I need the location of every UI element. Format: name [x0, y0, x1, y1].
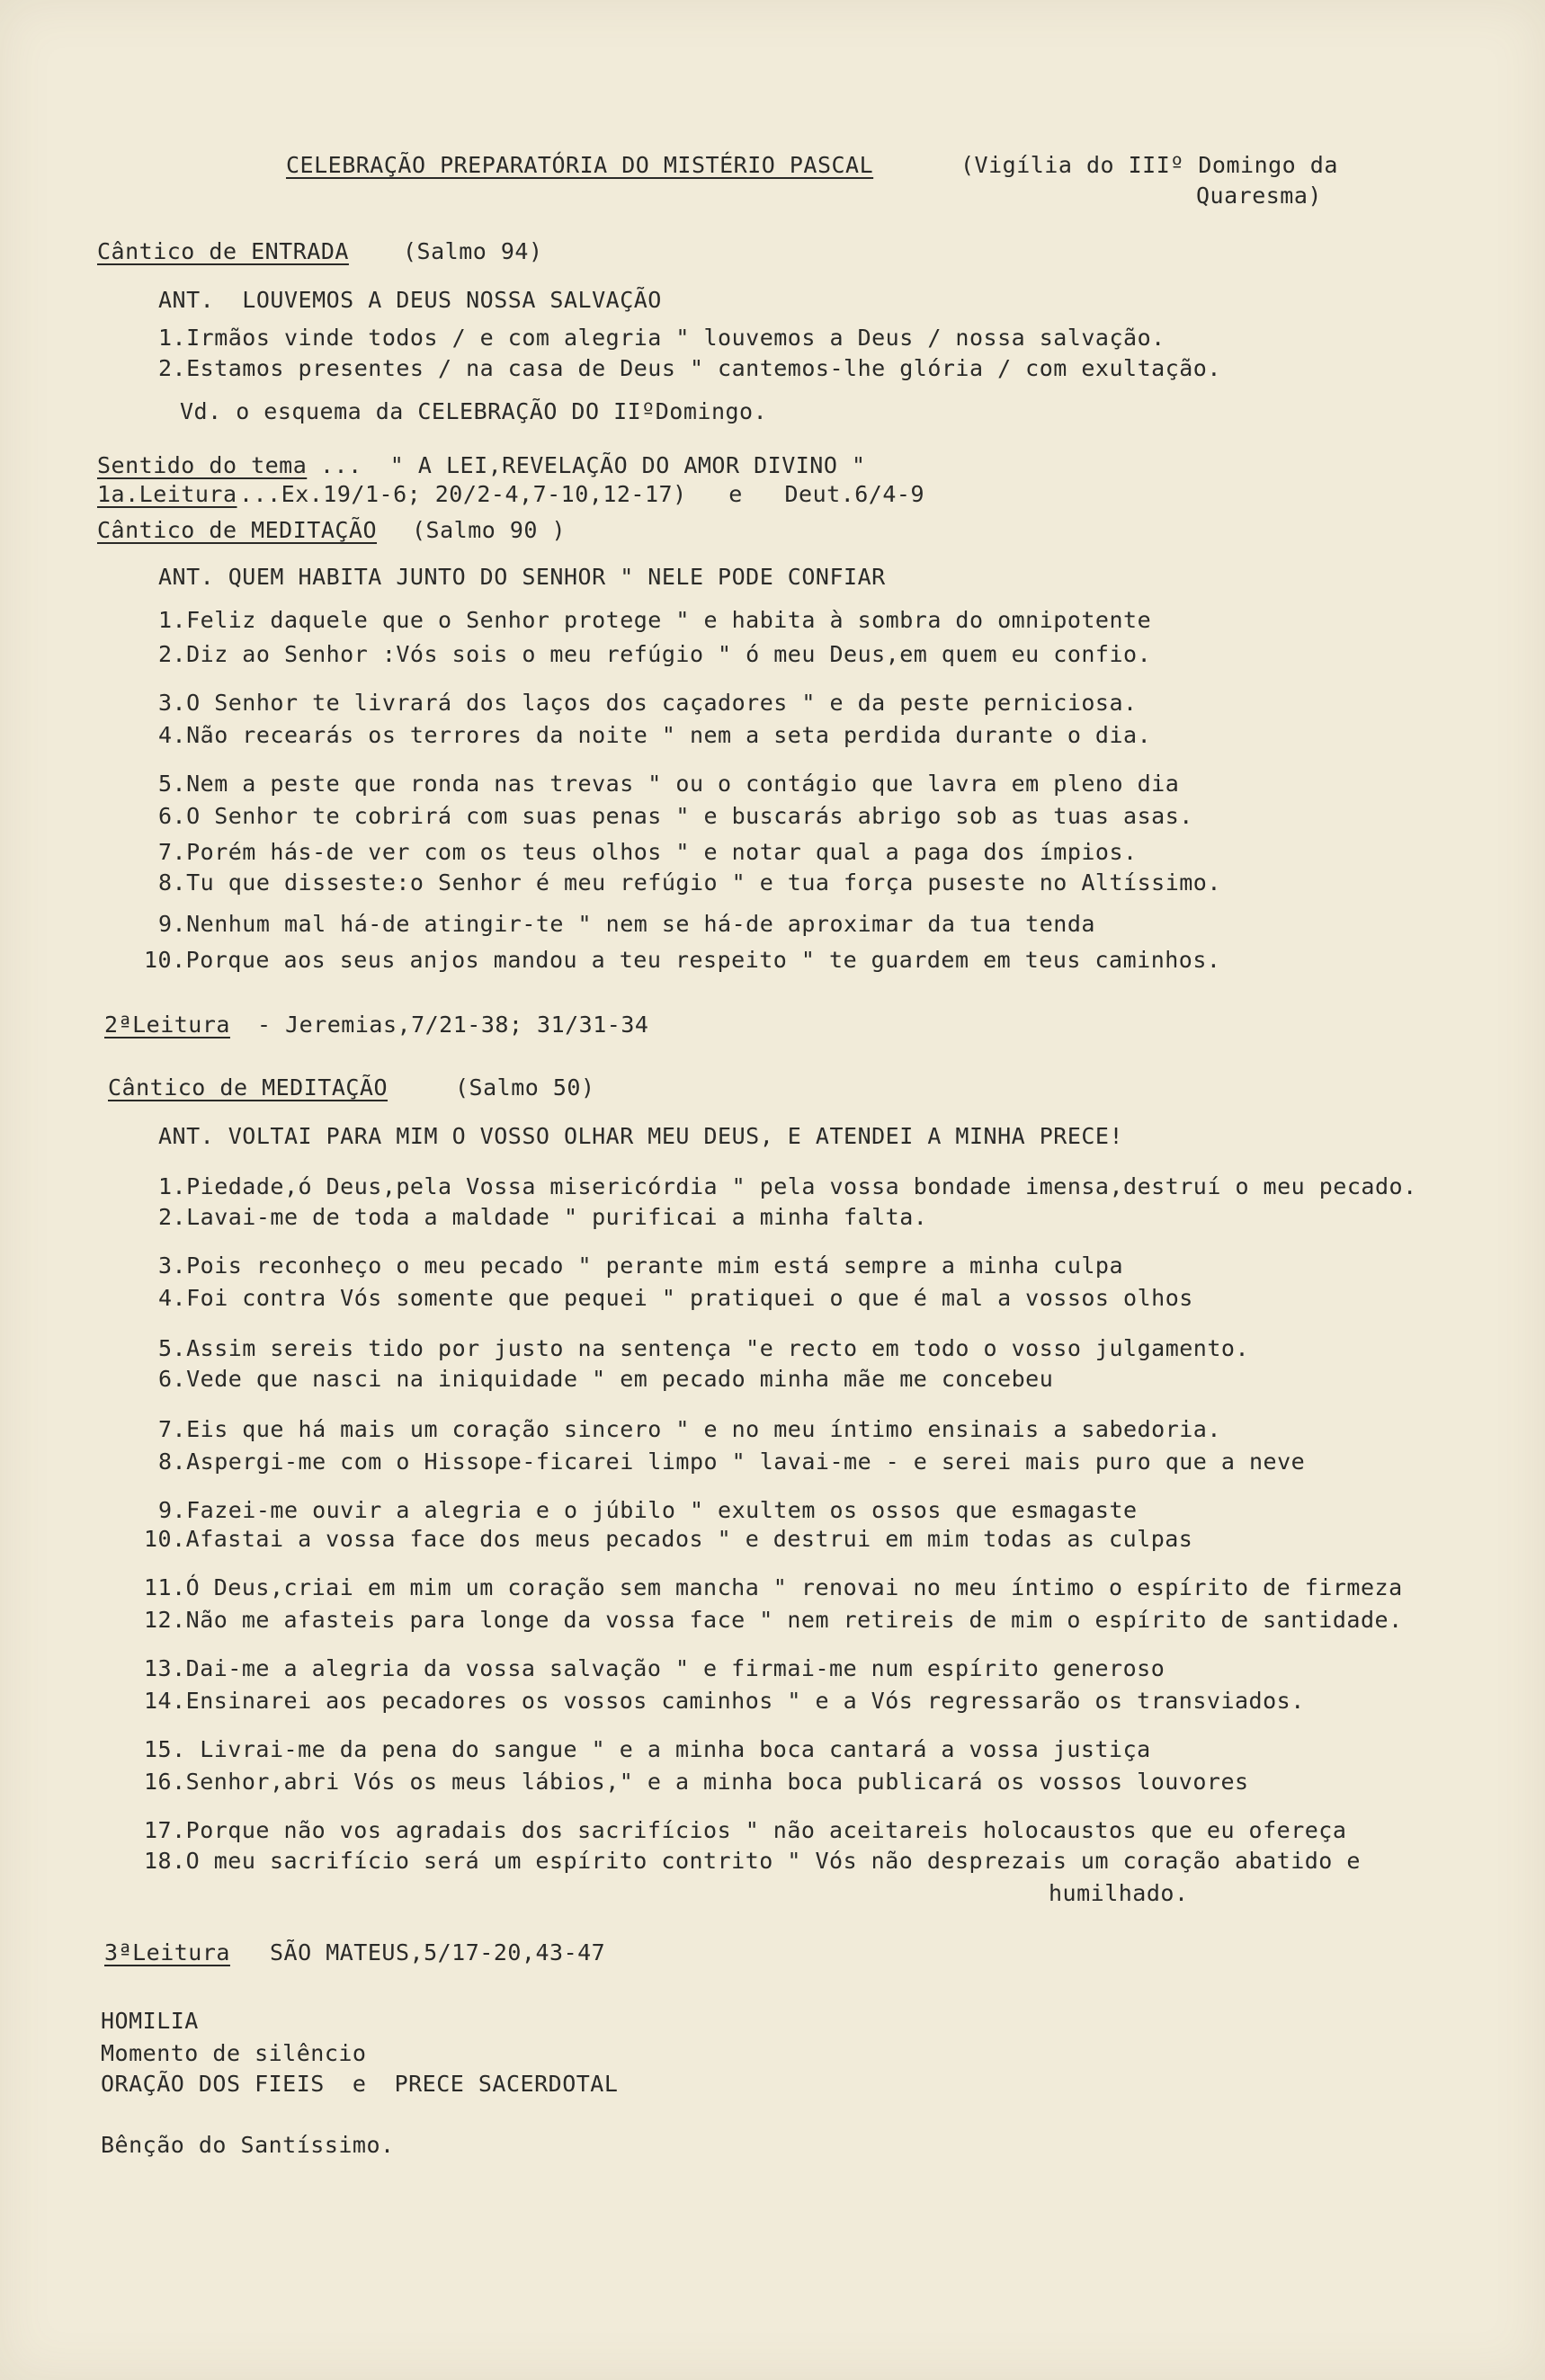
reading1-text: ...Ex.19/1-6; 20/2-4,7-10,12-17) e Deut.6/4-9: [239, 481, 925, 507]
meditacao1-heading: Cântico de MEDITAÇÃO: [97, 517, 378, 543]
meditacao2-verse: 14.Ensinarei aos pecadores os vossos caminhos " e a Vós regressarão os transviados.: [144, 1688, 1305, 1714]
meditacao2-verse: 13.Dai-me a alegria da vossa salvação " e firmai-me num espírito generoso: [144, 1655, 1165, 1681]
meditacao2-verse: 15. Livrai-me da pena do sangue " e a minha boca cantará a vossa justiça: [144, 1736, 1151, 1762]
meditacao2-verse: 16.Senhor,abri Vós os meus lábios," e a minha boca publicará os vossos louvores: [144, 1769, 1249, 1795]
document-subtitle-1: (Vigília do IIIº Domingo da: [960, 152, 1338, 178]
meditacao2-verse: 6.Vede que nasci na iniquidade " em pecado minha mãe me concebeu: [158, 1366, 1054, 1392]
meditacao2-verse: 7.Eis que há mais um coração sincero " e no meu íntimo ensinais a sabedoria.: [158, 1416, 1221, 1442]
reading3-text: SÃO MATEUS,5/17-20,43-47: [270, 1939, 606, 1966]
meditacao2-verse: 2.Lavai-me de toda a maldade " purificai a minha falta.: [158, 1204, 928, 1230]
entrada-note: Vd. o esquema da CELEBRAÇÃO DO IIºDomingo.: [180, 398, 768, 424]
entrada-psalm: (Salmo 94): [403, 238, 543, 264]
meditacao2-verse: 12.Não me afasteis para longe da vossa face " nem retireis de mim o espírito de santidade.: [144, 1607, 1403, 1633]
meditacao2-verse: 10.Afastai a vossa face dos meus pecados " e destrui em mim todas as culpas: [144, 1526, 1193, 1552]
entrada-antiphon: ANT. LOUVEMOS A DEUS NOSSA SALVAÇÃO: [158, 287, 662, 313]
meditacao1-psalm: (Salmo 90 ): [412, 517, 567, 543]
meditacao2-verse: 8.Aspergi-me com o Hissope-ficarei limpo " lavai-me - e serei mais puro que a neve: [158, 1449, 1306, 1475]
meditacao2-verse: 9.Fazei-me ouvir a alegria e o júbilo " exultem os ossos que esmagaste: [158, 1497, 1138, 1523]
meditacao2-antiphon: ANT. VOLTAI PARA MIM O VOSSO OLHAR MEU DEUS, E ATENDEI A MINHA PRECE!: [158, 1123, 1124, 1149]
sentido-text: ... " A LEI,REVELAÇÃO DO AMOR DIVINO ": [320, 452, 866, 478]
meditacao1-verse: 6.O Senhor te cobrirá com suas penas " e buscarás abrigo sob as tuas asas.: [158, 803, 1193, 829]
meditacao1-verse: 9.Nenhum mal há-de atingir-te " nem se há-de aproximar da tua tenda: [158, 911, 1095, 937]
closing-oracao: ORAÇÃO DOS FIEIS e PRECE SACERDOTAL: [101, 2071, 619, 2097]
meditacao1-verse: 7.Porém hás-de ver com os teus olhos " e notar qual a paga dos ímpios.: [158, 839, 1138, 865]
meditacao2-verse-continuation: humilhado.: [1049, 1880, 1189, 1906]
meditacao2-verse: 3.Pois reconheço o meu pecado " perante mim está sempre a minha culpa: [158, 1252, 1124, 1279]
meditacao1-verse: 10.Porque aos seus anjos mandou a teu respeito " te guardem em teus caminhos.: [144, 947, 1221, 973]
closing-homilia: HOMILIA: [101, 2008, 199, 2034]
document-subtitle-2: Quaresma): [1196, 183, 1322, 209]
entrada-heading: Cântico de ENTRADA: [97, 238, 349, 264]
reading3-label: 3ªLeitura: [104, 1939, 230, 1966]
meditacao2-heading: Cântico de MEDITAÇÃO: [108, 1074, 388, 1101]
meditacao2-verse: 17.Porque não vos agradais dos sacrifícios " não aceitareis holocaustos que eu ofereça: [144, 1817, 1347, 1843]
entrada-verse: 1.Irmãos vinde todos / e com alegria " louvemos a Deus / nossa salvação.: [158, 325, 1165, 351]
entrada-verse: 2.Estamos presentes / na casa de Deus " cantemos-lhe glória / com exultação.: [158, 355, 1221, 381]
meditacao2-verse: 18.O meu sacrifício será um espírito contrito " Vós não desprezais um coração abatido e: [144, 1848, 1361, 1874]
meditacao2-verse: 5.Assim sereis tido por justo na sentença "e recto em todo o vosso julgamento.: [158, 1335, 1249, 1361]
closing-silencio: Momento de silêncio: [101, 2040, 367, 2066]
meditacao1-verse: 8.Tu que disseste:o Senhor é meu refúgio " e tua força puseste no Altíssimo.: [158, 869, 1221, 896]
meditacao1-verse: 1.Feliz daquele que o Senhor protege " e habita à sombra do omnipotente: [158, 607, 1152, 633]
document-title: CELEBRAÇÃO PREPARATÓRIA DO MISTÉRIO PASCAL: [286, 152, 874, 178]
meditacao2-psalm: (Salmo 50): [455, 1074, 595, 1101]
meditacao2-verse: 1.Piedade,ó Deus,pela Vossa misericórdia " pela vossa bondade imensa,destruí o meu pecado.: [158, 1173, 1417, 1199]
sentido-label: Sentido do tema: [97, 452, 308, 478]
meditacao1-verse: 2.Diz ao Senhor :Vós sois o meu refúgio " ó meu Deus,em quem eu confio.: [158, 641, 1152, 667]
meditacao2-verse: 11.Ó Deus,criai em mim um coração sem mancha " renovai no meu íntimo o espírito de firmeza: [144, 1574, 1403, 1600]
reading2-text: - Jeremias,7/21-38; 31/31-34: [257, 1012, 649, 1038]
closing-bencao: Bênção do Santíssimo.: [101, 2132, 395, 2158]
meditacao1-verse: 4.Não recearás os terrores da noite " nem a seta perdida durante o dia.: [158, 722, 1152, 748]
reading2-label: 2ªLeitura: [104, 1012, 230, 1038]
meditacao2-verse: 4.Foi contra Vós somente que pequei " pratiquei o que é mal a vossos olhos: [158, 1285, 1193, 1311]
meditacao1-antiphon: ANT. QUEM HABITA JUNTO DO SENHOR " NELE PODE CONFIAR: [158, 564, 886, 590]
meditacao1-verse: 3.O Senhor te livrará dos laços dos caçadores " e da peste perniciosa.: [158, 690, 1138, 716]
meditacao1-verse: 5.Nem a peste que ronda nas trevas " ou o contágio que lavra em pleno dia: [158, 771, 1180, 797]
reading1-label: 1a.Leitura: [97, 481, 237, 507]
